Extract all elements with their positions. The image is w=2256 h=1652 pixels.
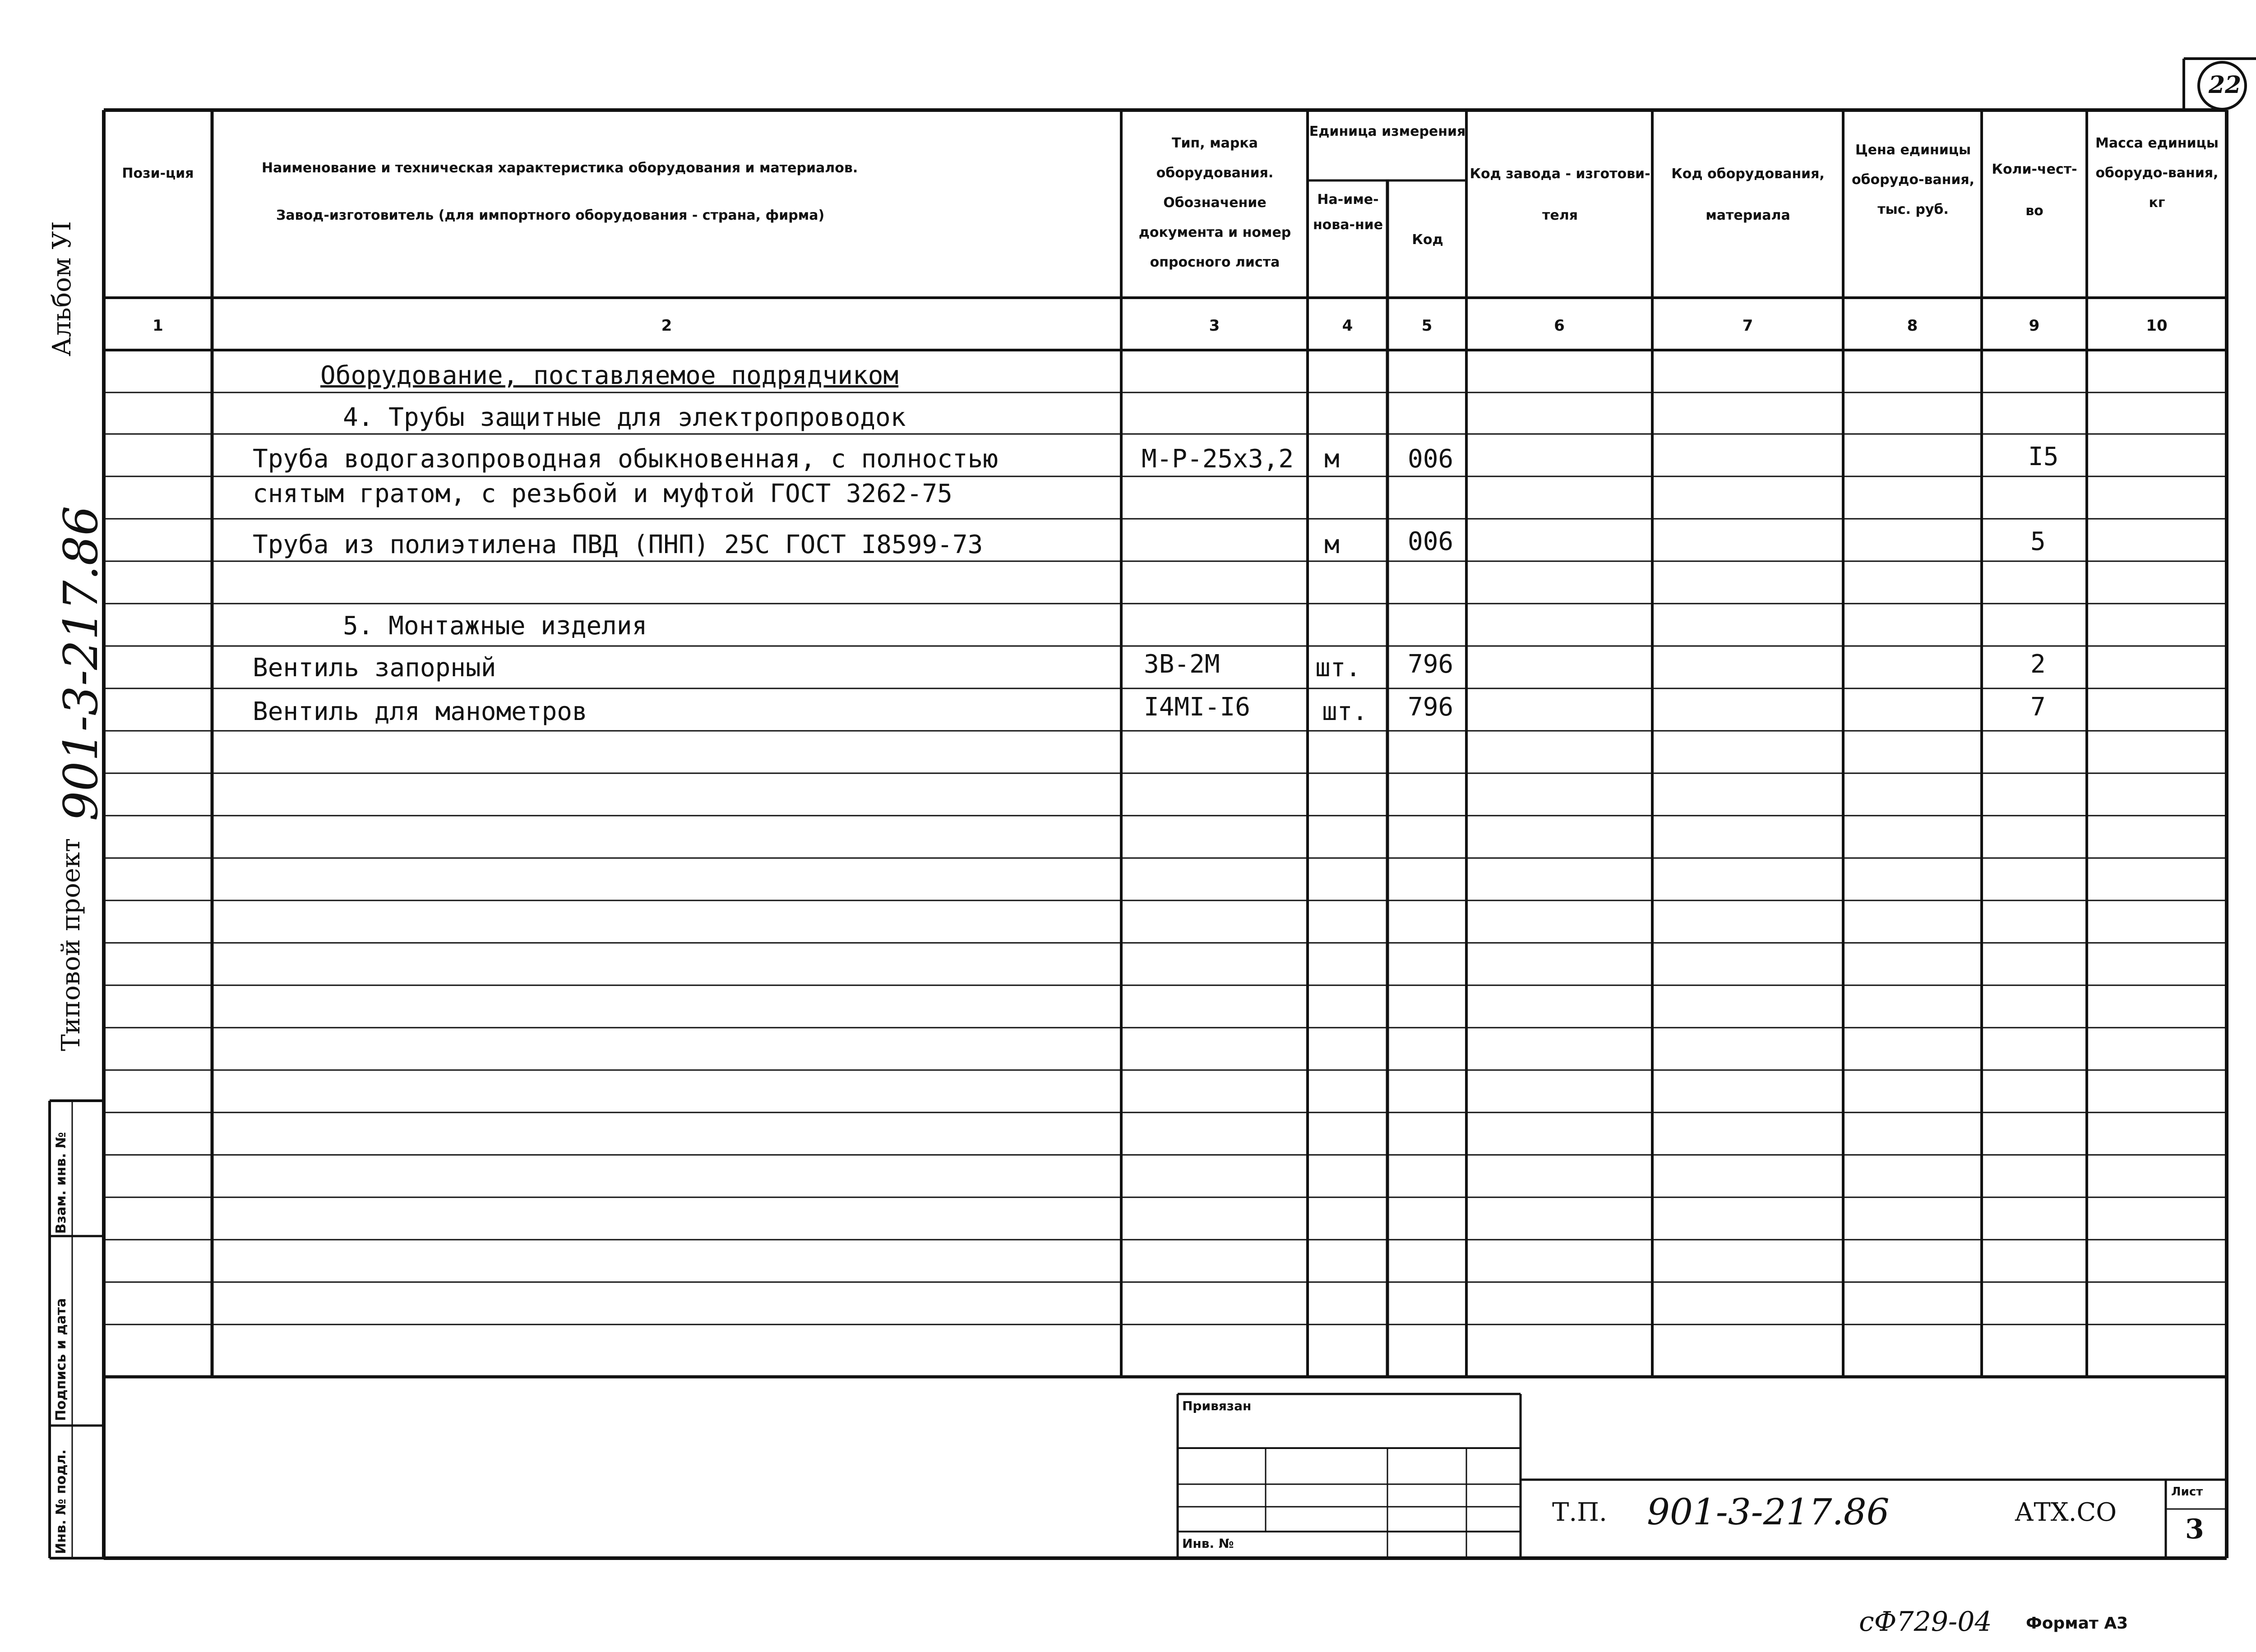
header-col9: Коли-чест-во [1992, 162, 2077, 219]
format-label: Формат А3 [2026, 1614, 2128, 1633]
colnum-9: 9 [2029, 317, 2040, 335]
header-col2-line2: Завод-изготовитель (для импортного оборудования - страна, фирма) [276, 208, 825, 223]
sheet-number: 3 [2185, 1514, 2204, 1545]
header-col2-line1: Наименование и техническая характеристика оборудования и материалов. [262, 160, 858, 176]
row3-unit-code: 796 [1408, 650, 1454, 679]
row3-qty: 2 [2030, 650, 2046, 679]
header-col7: Код оборудования, материала [1671, 166, 1825, 223]
row4-type: I4МI-I6 [1144, 692, 1251, 722]
row3-unit: шт. [1315, 653, 1361, 683]
colnum-4: 4 [1342, 317, 1353, 335]
colnum-8: 8 [1907, 317, 1918, 335]
row3-name: Вентиль запорный [253, 653, 496, 683]
row2-name: Труба из полиэтилена ПВД (ПНП) 25С ГОСТ I8599-73 [253, 530, 983, 559]
side-field-inv: Инв. № подл. [53, 1449, 69, 1554]
sheet-label: Лист [2171, 1485, 2203, 1499]
bound-label: Привязан [1182, 1398, 1252, 1413]
header-col6: Код завода - изготови-теля [1470, 166, 1650, 223]
colnum-6: 6 [1554, 317, 1565, 335]
header-col8: Цена единицы оборудо-вания, тыс. руб. [1851, 142, 1975, 217]
album-label: Альбом УI [47, 221, 77, 356]
row2-unit-code: 006 [1408, 527, 1454, 556]
tp-number-handwritten: 901-3-217.86 [1647, 1491, 1890, 1533]
side-field-swap: Взам. инв. № [53, 1132, 69, 1234]
header-col5: Код [1412, 232, 1443, 248]
document-code: АТХ.СО [2015, 1498, 2117, 1527]
row2-unit: м [1324, 530, 1340, 559]
row1-name-line1: Труба водогазопроводная обыкновенная, с полностью [253, 444, 999, 474]
archive-number-handwritten: сФ729-04 [1859, 1606, 1992, 1638]
row3-type: 3В-2М [1144, 650, 1220, 679]
row4-qty: 7 [2030, 692, 2046, 722]
side-field-sign: Подпись и дата [53, 1298, 69, 1421]
colnum-2: 2 [661, 317, 672, 335]
tp-prefix: Т.П. [1552, 1498, 1607, 1527]
group-title-5: 5. Монтажные изделия [343, 611, 647, 641]
colnum-7: 7 [1742, 317, 1753, 335]
row1-qty: I5 [2028, 442, 2059, 471]
header-col1: Пози-ция [122, 166, 194, 181]
row4-unit-code: 796 [1408, 692, 1454, 722]
page-number: 22 [2209, 71, 2242, 99]
row4-unit: шт. [1322, 697, 1368, 726]
header-unit-group: Единица измерения [1309, 124, 1466, 139]
row1-type: М-Р-25х3,2 [1142, 444, 1294, 474]
header-col3: Тип, марка оборудования. Обозначение документа и номер опросного листа [1138, 135, 1291, 270]
header-col10: Масса единицы оборудо-вания, кг [2095, 135, 2219, 211]
section-title: Оборудование, поставляемое подрядчиком [320, 361, 899, 390]
group-title-4: 4. Трубы защитные для электропроводок [343, 403, 906, 432]
row1-unit-code: 006 [1408, 444, 1454, 474]
row1-name-line2: снятым гратом, с резьбой и муфтой ГОСТ 3262-75 [253, 479, 952, 508]
colnum-10: 10 [2146, 317, 2168, 335]
row1-unit: м [1324, 444, 1340, 474]
inventory-label: Инв. № [1182, 1536, 1234, 1551]
colnum-5: 5 [1421, 317, 1433, 335]
row2-qty: 5 [2030, 527, 2046, 556]
project-label: Типовой проект [56, 838, 86, 1051]
colnum-3: 3 [1209, 317, 1220, 335]
header-col4: На-име-нова-ние [1313, 192, 1383, 233]
row4-name: Вентиль для манометров [253, 697, 587, 726]
project-number-handwritten: 901-3-217.86 [53, 506, 108, 821]
colnum-1: 1 [153, 317, 163, 335]
